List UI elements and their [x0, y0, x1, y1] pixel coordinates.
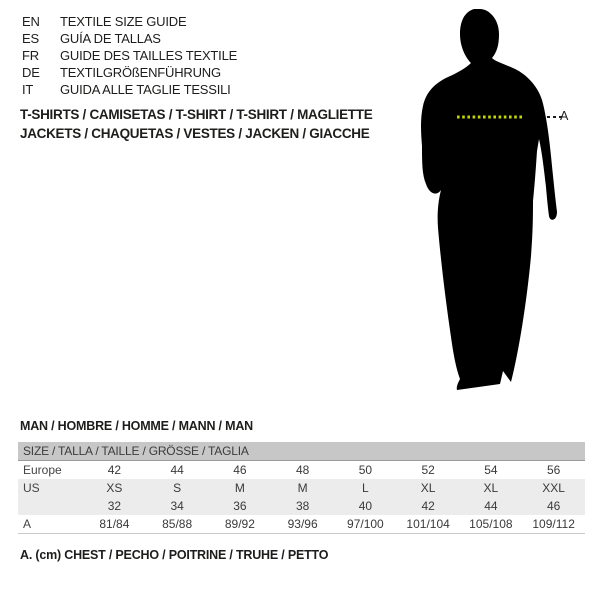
- language-row: [22, 13, 237, 30]
- size-value: 36: [233, 499, 247, 513]
- language-code: ES: [22, 31, 39, 46]
- measure-marker-label: A: [560, 109, 569, 123]
- size-value: S: [173, 481, 182, 495]
- size-value: 89/92: [224, 517, 255, 531]
- size-table: [18, 442, 585, 534]
- language-label: TEXTILGRÖßENFÜHRUNG: [60, 65, 221, 80]
- size-value: 40: [358, 499, 373, 513]
- language-code: DE: [22, 65, 40, 80]
- size-value: 42: [107, 463, 122, 477]
- row-label: US: [23, 481, 40, 495]
- table-row-chest-a: [18, 515, 585, 534]
- measurement-footnote: A. (cm) CHEST / PECHO / POITRINE / TRUHE / PETTO: [20, 548, 329, 562]
- size-value: 105/108: [469, 517, 513, 531]
- language-code: IT: [22, 82, 34, 97]
- man-silhouette-shape: [421, 9, 557, 390]
- size-value: 85/88: [162, 517, 193, 531]
- size-value: 46: [233, 463, 247, 477]
- size-value: 44: [170, 463, 184, 477]
- table-row-us: [18, 479, 585, 497]
- language-label: GUIDE DES TAILLES TEXTILE: [60, 48, 238, 63]
- size-value: M: [234, 481, 245, 495]
- size-value: 97/100: [347, 517, 384, 531]
- size-value: XL: [420, 481, 436, 495]
- size-table-header: SIZE / TALLA / TAILLE / GRÖSSE / TAGLIA: [18, 442, 585, 461]
- size-value: 38: [295, 499, 310, 513]
- language-row: [22, 64, 237, 81]
- language-row: [22, 30, 237, 47]
- language-code: EN: [22, 14, 40, 29]
- size-value: 54: [484, 463, 498, 477]
- table-row-europe: [18, 461, 585, 479]
- category-titles: [20, 106, 372, 143]
- size-value: 42: [421, 499, 435, 513]
- size-value: XL: [483, 481, 499, 495]
- size-value: L: [362, 481, 369, 495]
- size-value: 56: [546, 463, 561, 477]
- category-line-jackets: JACKETS / CHAQUETAS / VESTES / JACKEN / GIACCHE: [20, 125, 370, 141]
- size-value: 48: [295, 463, 310, 477]
- size-value: 101/104: [406, 517, 450, 531]
- size-value: 34: [170, 499, 184, 513]
- language-code: FR: [22, 48, 39, 63]
- size-value: XXL: [542, 481, 565, 495]
- category-line-tshirts: T-SHIRTS / CAMISETAS / T-SHIRT / T-SHIRT / MAGLIETTE: [20, 107, 373, 122]
- size-value: 109/112: [532, 517, 575, 531]
- language-guide-list: [22, 13, 237, 98]
- size-value: 81/84: [99, 517, 130, 531]
- size-value: XS: [106, 481, 123, 495]
- row-label: A: [23, 517, 32, 531]
- language-row: [22, 47, 237, 64]
- section-title-man: MAN / HOMBRE / HOMME / MANN / MAN: [20, 419, 253, 433]
- size-value: 44: [484, 499, 498, 513]
- row-label: Europe: [23, 463, 62, 477]
- language-row: [22, 81, 237, 98]
- man-silhouette-svg: [410, 0, 600, 400]
- size-value: 93/96: [287, 517, 318, 531]
- size-value: 52: [421, 463, 435, 477]
- size-value: M: [297, 481, 308, 495]
- size-value: 50: [358, 463, 373, 477]
- size-value: 32: [107, 499, 122, 513]
- language-label: GUÍA DE TALLAS: [60, 31, 161, 46]
- size-value: 46: [546, 499, 561, 513]
- man-silhouette-figure: [410, 0, 600, 400]
- table-row-numeric: [18, 497, 585, 515]
- language-label: TEXTILE SIZE GUIDE: [60, 14, 187, 29]
- row-label: [18, 497, 83, 515]
- language-label: GUIDA ALLE TAGLIE TESSILI: [60, 82, 231, 97]
